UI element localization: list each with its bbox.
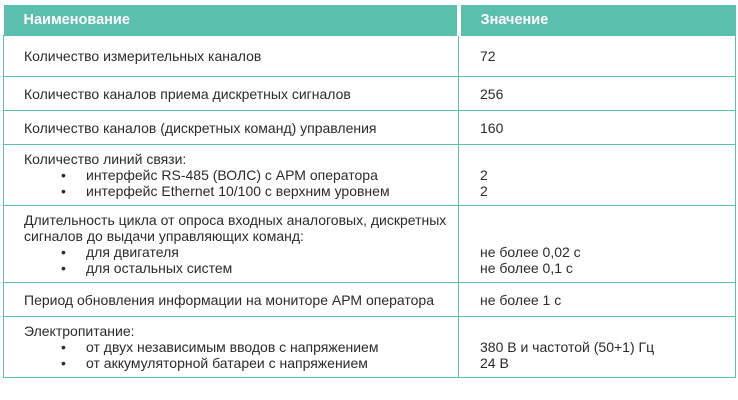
table-row xyxy=(4,283,736,317)
row-value: 160 xyxy=(459,111,736,145)
list-item xyxy=(24,260,448,276)
row-name-cell xyxy=(4,145,459,206)
list-item xyxy=(24,167,448,183)
row-name: Период обновления информации на мониторе АРМ оператора xyxy=(4,283,459,317)
bullet-list xyxy=(24,167,448,199)
row-value: 24 В xyxy=(480,355,509,371)
table-row xyxy=(4,317,736,378)
row-name: Количество каналов (дискретных команд) управления xyxy=(4,111,459,145)
bullet-list xyxy=(24,339,448,371)
row-name-cell xyxy=(4,206,459,283)
bullet-icon: • xyxy=(61,167,66,183)
row-value: 2 xyxy=(480,167,488,183)
row-value-cell xyxy=(459,206,736,283)
table-header-row xyxy=(4,5,736,36)
row-name: Количество измерительных каналов xyxy=(4,36,459,77)
row-name-line: Длительность цикла от опроса входных аналоговых, дискретных xyxy=(24,212,447,228)
row-value: 256 xyxy=(459,77,736,111)
list-item-label: для остальных систем xyxy=(86,260,233,276)
row-value-cell xyxy=(459,145,736,206)
list-item-label: интерфейс RS-485 (ВОЛС) с АРМ оператора xyxy=(86,167,378,183)
list-item xyxy=(24,355,448,371)
header-value: Значение xyxy=(459,5,736,36)
bullet-icon: • xyxy=(61,183,66,199)
row-value: 72 xyxy=(459,36,736,77)
table-row xyxy=(4,77,736,111)
bullet-icon: • xyxy=(61,244,66,260)
list-item-label: интерфейс Ethernet 10/100 с верхним уровнем xyxy=(86,183,390,199)
header-name: Наименование xyxy=(4,5,459,36)
bullet-icon: • xyxy=(61,355,66,371)
table-row xyxy=(4,111,736,145)
specifications-table xyxy=(3,5,736,378)
table-row xyxy=(4,206,736,283)
row-value: не более 1 с xyxy=(459,283,736,317)
list-item xyxy=(24,244,448,260)
row-value: не более 0,02 с xyxy=(480,244,581,260)
list-item-label: от аккумуляторной батареи с напряжением xyxy=(86,355,368,371)
row-name: Электропитание: xyxy=(24,323,135,339)
list-item xyxy=(24,183,448,199)
row-name: Количество линий связи: xyxy=(24,151,187,167)
bullet-list xyxy=(24,244,448,276)
bullet-icon: • xyxy=(61,339,66,355)
table-row xyxy=(4,145,736,206)
table-row xyxy=(4,36,736,77)
row-value: 2 xyxy=(480,183,488,199)
bullet-icon: • xyxy=(61,260,66,276)
list-item xyxy=(24,339,448,355)
row-name-line: сигналов до выдачи управляющих команд: xyxy=(24,228,304,244)
list-item-label: от двух независимым вводов с напряжением xyxy=(86,339,379,355)
row-value: 380 В и частотой (50+1) Гц xyxy=(480,339,655,355)
row-value-cell xyxy=(459,317,736,378)
row-name-cell xyxy=(4,317,459,378)
row-value: не более 0,1 с xyxy=(480,260,573,276)
row-name: Количество каналов приема дискретных сигналов xyxy=(4,77,459,111)
list-item-label: для двигателя xyxy=(86,244,179,260)
